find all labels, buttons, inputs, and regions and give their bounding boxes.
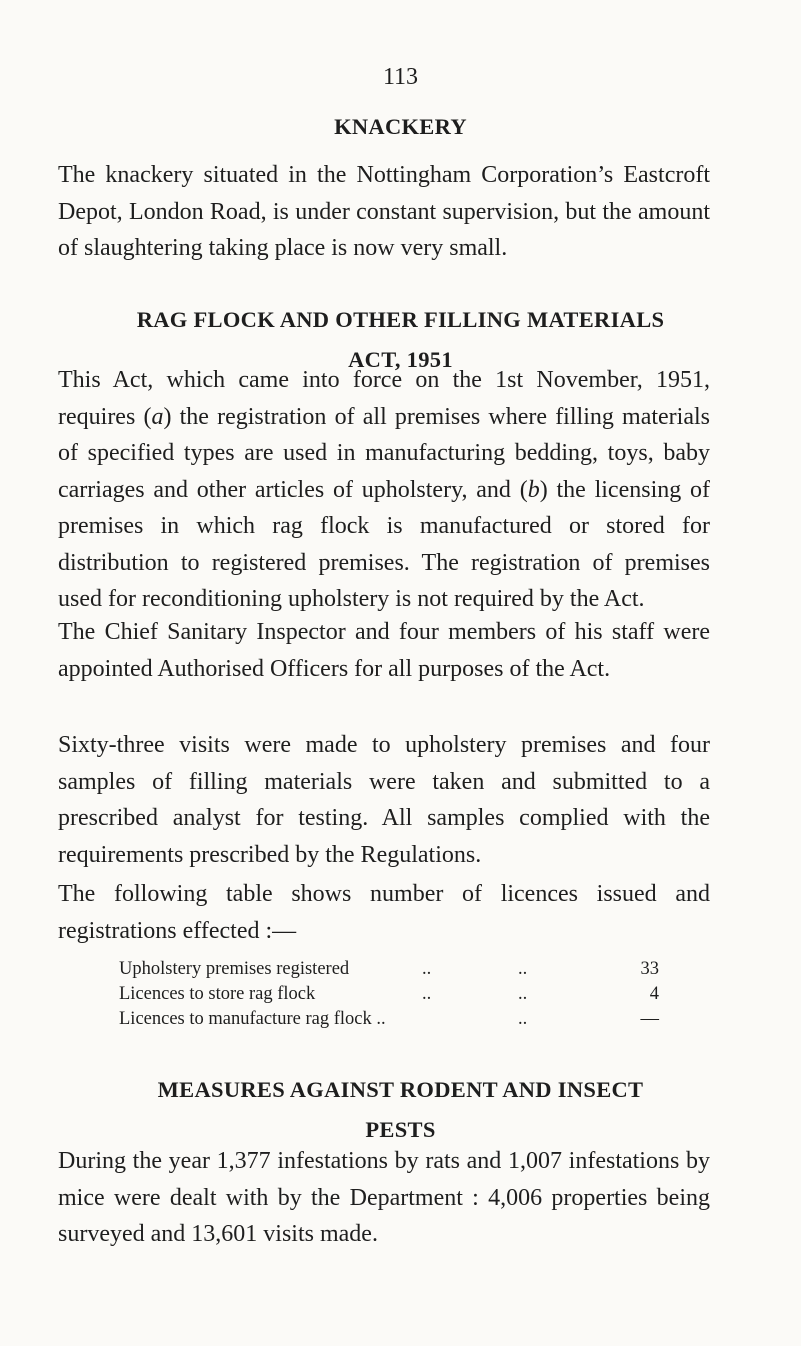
row-value: 4 <box>649 984 659 1004</box>
row-value: 33 <box>640 959 659 979</box>
knackery-paragraph: The knackery situated in the Nottingham Corporation’s Eastcroft Depot, London Road, is under constant supervision, but the amount of slaughtering taking place is now very small. <box>58 162 710 261</box>
licences-table <box>119 957 659 1032</box>
measures-heading <box>0 1070 801 1150</box>
table-row <box>119 1007 659 1032</box>
row-value: — <box>640 1009 659 1029</box>
measures-paragraph: During the year 1,377 infestations by rats and 1,007 infestations by mice were dealt with by the Department : 4,006 properties being surveyed and 13,601 visits made. <box>58 1148 710 1247</box>
table-row <box>119 982 659 1007</box>
leader-dots: .. <box>518 959 528 979</box>
item-letter-b: b <box>527 476 540 503</box>
leader-dots: .. <box>422 984 432 1004</box>
table-row <box>119 957 659 982</box>
knackery-heading: KNACKERY <box>334 114 467 139</box>
visits-paragraph: Sixty-three visits were made to upholstery premises and four samples of filling materials were taken and submitted to a prescribed analyst for testing. All samples complied with the requirements prescribed by the Regulations. <box>58 732 710 868</box>
act-text-part3: ) the licensing of premises in which rag flock is manufactured or stored for distribution to registered premises. The registration of premises used for reconditioning upholstery is not required by the Act. <box>58 476 711 612</box>
table-intro-paragraph: The following table shows number of licences issued and registrations effected :— <box>58 881 710 944</box>
row-label: Licences to store rag flock <box>119 984 316 1004</box>
leader-dots: .. <box>518 1009 528 1029</box>
measures-heading-line1: MEASURES AGAINST RODENT AND INSECT <box>157 1077 644 1102</box>
measures-heading-line2: PESTS <box>365 1117 436 1142</box>
act-text-part2: ) the registration of all premises where filling materials of specified types are used in manufacturing bedding, toys, baby carriages and other articles of upholstery, and ( <box>58 403 710 503</box>
item-letter-a: a <box>151 403 164 430</box>
authorised-officers-paragraph: The Chief Sanitary Inspector and four members of his staff were appointed Authorised Officers for all purposes of the Act. <box>58 619 710 682</box>
page-number: 113 <box>382 64 419 90</box>
act-text-part1: This Act, which came into force on the 1st November, 1951, requires ( <box>58 367 710 430</box>
row-label: Upholstery premises registered <box>119 959 350 979</box>
rag-flock-heading-line1: RAG FLOCK AND OTHER FILLING MATERIALS <box>136 307 665 332</box>
leader-dots: .. <box>422 959 432 979</box>
row-label: Licences to manufacture rag flock .. <box>119 1009 386 1029</box>
act-requirements-paragraph <box>58 362 710 618</box>
leader-dots: .. <box>518 984 528 1004</box>
rag-flock-heading-line2: ACT, 1951 <box>348 347 453 372</box>
